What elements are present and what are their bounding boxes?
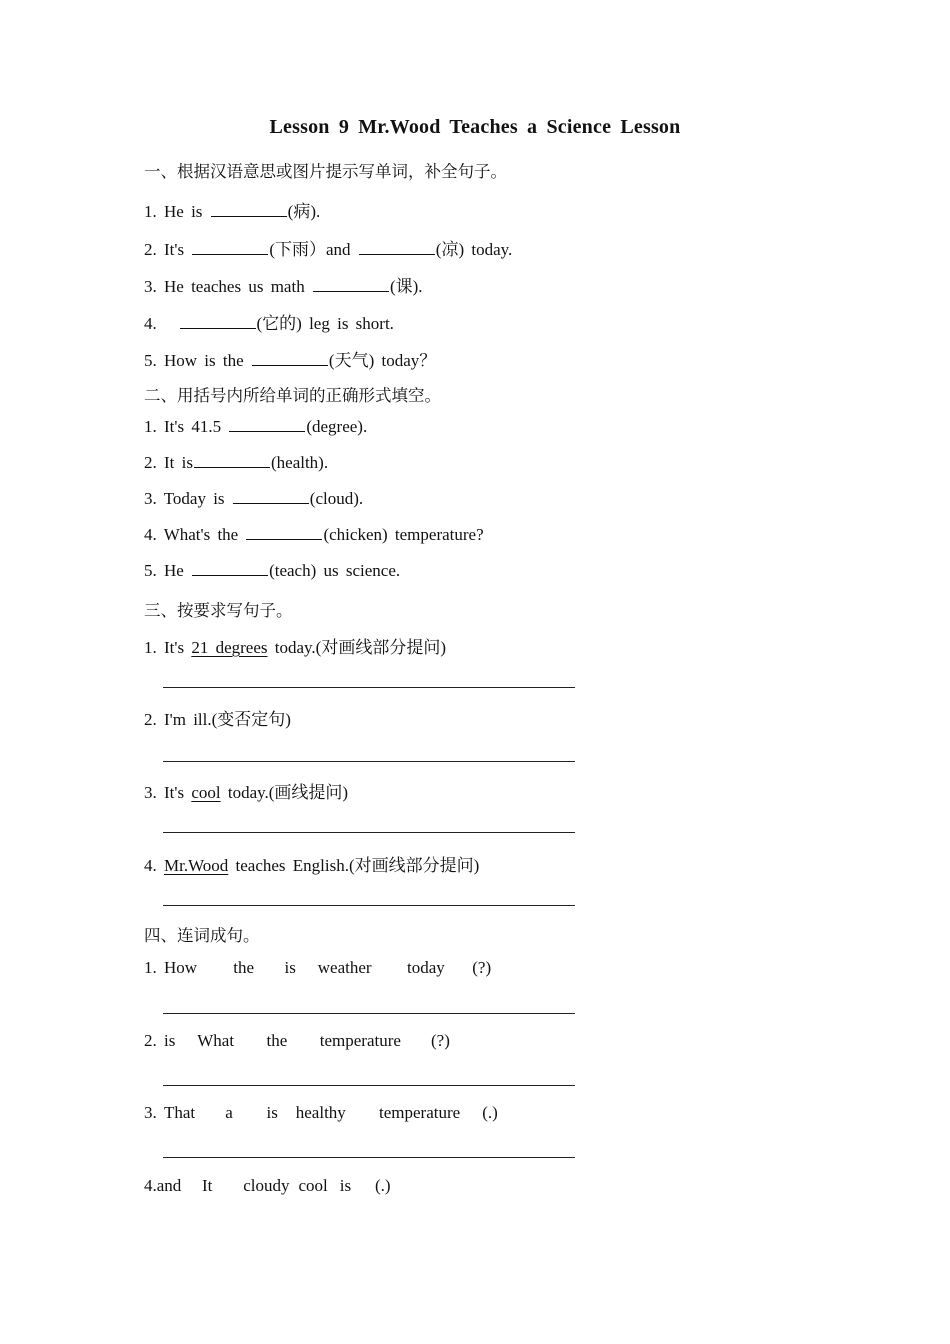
answer-blank[interactable] [192,240,268,255]
s1-item-2 [144,235,512,260]
item-text: temperature? [394,525,484,544]
item-number: 3. [144,489,157,508]
item-text: It is [164,453,193,472]
item-number: 4. [144,525,157,544]
section-3-heading: 三、按要求写句子。 [144,601,293,620]
word: cloudy [243,1176,290,1195]
s2-item-5 [144,561,400,581]
item-hint: (degree). [306,417,368,436]
item-text: leg is short. [309,314,394,333]
item-hint: (课). [389,277,423,296]
s1-item-4 [144,309,394,334]
word: is [266,1103,278,1122]
s3-item-3 [144,778,348,803]
item-text: How is the [164,351,244,370]
s1-item-5 [144,346,436,371]
s4-item-1 [144,958,491,978]
item-hint: (cloud). [309,489,364,508]
item-number: 1. [144,638,157,657]
s1-item-1 [144,197,320,222]
item-hint: (天气) [328,351,375,370]
s2-item-3 [144,489,363,509]
item-number: 5. [144,561,157,580]
word: It [202,1176,213,1195]
item-text: teaches English.(对画线部分提问) [235,856,480,875]
answer-line[interactable] [163,1013,575,1014]
item-text: today.(画线提问) [227,783,349,802]
section-1-heading: 一、根据汉语意思或图片提示写单词，补全句子。 [144,162,507,181]
word: is [339,1176,352,1195]
item-number: 2. [144,1031,157,1050]
item-text: today. [471,240,513,259]
item-number: 1. [144,958,157,977]
page-title: Lesson 9 Mr.Wood Teaches a Science Lesson [269,116,681,138]
section-2-heading: 二、用括号内所给单词的正确形式填空。 [144,386,441,405]
answer-blank[interactable] [192,561,268,576]
item-text: It's [164,240,185,259]
word: (.) [482,1103,498,1122]
s2-item-2 [144,453,328,473]
answer-blank[interactable] [313,277,389,292]
answer-blank[interactable] [180,314,256,329]
word: cool [298,1176,328,1195]
section-4-heading: 四、连词成句。 [144,926,260,945]
s1-item-3 [144,272,423,297]
s3-item-2 [144,705,291,730]
word: temperature [379,1103,461,1122]
word: That [164,1103,196,1122]
word: weather [317,958,372,977]
underlined-text: 21 degrees [191,638,268,657]
word: What [197,1031,235,1050]
word: How [164,958,198,977]
answer-blank[interactable] [359,240,435,255]
item-text: I'm ill.(变否定句) [164,710,291,729]
s2-item-1 [144,417,367,437]
item-hint: (chicken) [323,525,388,544]
answer-line[interactable] [163,905,575,906]
answer-blank[interactable] [252,351,328,366]
word: temperature [319,1031,401,1050]
word: (?) [431,1031,450,1050]
answer-line[interactable] [163,1157,575,1158]
item-number: 5. [144,351,157,370]
item-number: 4. [144,856,157,875]
word: a [225,1103,233,1122]
item-number: 1. [144,202,157,221]
item-number: 4. [144,1176,157,1195]
item-number: 2. [144,240,157,259]
answer-blank[interactable] [233,489,309,504]
word: the [266,1031,288,1050]
item-hint: (病). [287,202,321,221]
s3-item-1 [144,633,446,658]
item-number: 3. [144,1103,157,1122]
word: is [164,1031,176,1050]
item-number: 2. [144,710,157,729]
item-number: 1. [144,417,157,436]
word: (.) [375,1176,391,1195]
word: the [233,958,255,977]
answer-line[interactable] [163,761,575,762]
answer-line[interactable] [163,832,575,833]
answer-blank[interactable] [246,525,322,540]
item-text: today？ [381,351,437,370]
word: today [407,958,445,977]
item-text: It's [164,783,185,802]
item-text: It's 41.5 [164,417,222,436]
item-hint: (它的) [256,314,302,333]
s4-item-2 [144,1031,450,1051]
item-text: What's the [163,525,239,544]
underlined-text: Mr.Wood [164,856,229,875]
s3-item-4 [144,851,479,876]
item-text: He [164,561,184,580]
answer-blank[interactable] [229,417,305,432]
item-text: today.(对画线部分提问) [274,638,446,657]
answer-blank[interactable] [194,453,270,468]
answer-blank[interactable] [211,202,287,217]
answer-line[interactable] [163,1085,575,1086]
s4-item-3 [144,1103,498,1123]
item-hint: (health). [270,453,329,472]
item-number: 2. [144,453,157,472]
underlined-text: cool [191,783,221,802]
item-number: 4. [144,314,157,333]
item-text: Today is [163,489,225,508]
item-number: 3. [144,277,157,296]
item-text: It's [164,638,185,657]
word: and [156,1176,182,1195]
item-hint: (下雨）and [269,240,351,259]
s2-item-4 [144,525,484,545]
item-hint: (凉) [435,240,465,259]
item-text: us science. [323,561,401,580]
s4-item-4 [144,1176,391,1196]
item-hint: (teach) [269,561,317,580]
word: healthy [295,1103,346,1122]
answer-line[interactable] [163,687,575,688]
word: (?) [472,958,492,977]
word: is [284,958,296,977]
item-number: 3. [144,783,157,802]
item-text: He is [164,202,203,221]
item-text: He teaches us math [164,277,305,296]
